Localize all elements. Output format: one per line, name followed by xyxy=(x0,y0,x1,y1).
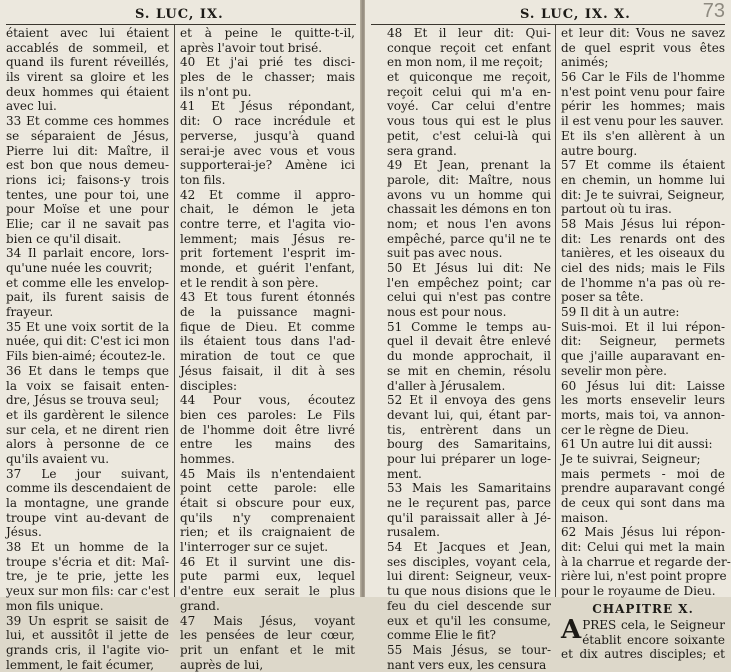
text-line: morts, mais toi, va annon- xyxy=(561,407,725,422)
right-column-2-verses xyxy=(561,26,731,599)
text-line: serai-je avec vous et vous xyxy=(180,143,355,158)
text-line: conque reçoit cet enfant xyxy=(387,40,551,55)
text-line: petit, c'est celui-là qui xyxy=(387,128,551,143)
text-line: ples de le chasser; mais xyxy=(180,70,355,85)
page-number-pencil-mark: 73 xyxy=(702,0,725,22)
text-line: l'interroger sur ce sujet. xyxy=(180,540,329,555)
text-line: feu du ciel descende sur xyxy=(387,598,551,613)
text-line: 52 Et il envoya des gens xyxy=(387,393,551,408)
text-line: ils étaient tous dans l'ad- xyxy=(180,334,355,349)
text-line: avec lui. xyxy=(6,99,57,114)
right-running-head: S. LUC, IX. X. xyxy=(520,7,631,22)
text-line: monde, et guérit l'enfant, xyxy=(180,261,355,275)
text-line: 50 Et Jésus lui dit: Ne xyxy=(387,261,551,275)
left-running-head: S. LUC, IX. xyxy=(135,7,224,22)
text-line: vous tous qui est le plus xyxy=(387,114,551,129)
text-line: rions ici; faisons-y trois xyxy=(6,172,169,187)
text-line: supporterai-je? Amène ici xyxy=(180,158,355,173)
text-line: lui, et aussitôt il jette de xyxy=(6,628,169,643)
text-line: entre les mains des xyxy=(180,437,355,452)
text-line: nous est pour nous. xyxy=(387,305,507,320)
text-line: 54 Et Jacques et Jean, xyxy=(387,540,551,555)
text-line: pute parmi eux, lequel xyxy=(180,569,355,584)
text-line: en chemin, un homme lui xyxy=(561,172,725,187)
text-line: 45 Mais ils n'entendaient xyxy=(180,466,355,481)
text-line: qu'ils n'y comprenaient xyxy=(180,510,355,525)
text-line: nom; et nous l'en avons xyxy=(387,216,551,231)
text-line: 34 Il parlait encore, lors- xyxy=(6,246,169,261)
text-line: étaient avec lui étaient xyxy=(6,26,169,40)
text-line: grands cris, il l'agite vio- xyxy=(6,642,169,657)
text-line: 40 Et j'ai prié tes disci- xyxy=(180,55,355,70)
text-line: dit: Les renards ont des xyxy=(561,231,725,246)
text-line: nuée, qui dit: C'est ici mon xyxy=(6,334,170,349)
text-line: ciel des nids; mais le Fils xyxy=(561,261,725,275)
text-line: 62 Mais Jésus lui répon- xyxy=(561,525,725,540)
text-line: 57 Et comme ils étaient xyxy=(561,158,725,173)
text-line: Jésus. xyxy=(6,525,42,540)
text-line: parole, dit: Maître, nous xyxy=(387,172,551,187)
text-line: Jésus faisait, il dit à ses xyxy=(180,363,355,378)
text-line: pour le royaume de Dieu. xyxy=(561,584,716,599)
text-line: comme ils descendaient de xyxy=(6,481,171,496)
left-column-1 xyxy=(6,26,169,672)
text-line: d'entre eux serait le plus xyxy=(180,584,355,599)
text-line: 49 Et Jean, prenant la xyxy=(387,158,551,173)
text-line: cer le règne de Dieu. xyxy=(561,422,689,437)
text-line: lemment; mais Jésus re- xyxy=(180,231,355,246)
text-line: rusalem. xyxy=(387,525,440,540)
text-line: mon fils unique. xyxy=(6,598,104,613)
text-line: les morts ensevelir leurs xyxy=(561,393,725,408)
text-line: il est venu pour les sauver. xyxy=(561,114,724,129)
text-line: pour lui préparer un loge- xyxy=(387,451,551,466)
text-line: et quiconque me reçoit, xyxy=(387,70,551,85)
text-line: deux hommes qui étaient xyxy=(6,84,169,99)
text-line: point cette parole: elle xyxy=(180,481,355,496)
text-line: dit: Je te suivrai, Seigneur, xyxy=(561,187,725,202)
text-line: suit pas avec nous. xyxy=(387,246,503,261)
text-line: dre, Jésus se trouva seul; xyxy=(6,393,160,408)
text-line: et le rendit à son père. xyxy=(180,275,319,290)
text-line: à la charrue et regarde der- xyxy=(561,554,731,569)
text-line: après l'avoir tout brisé. xyxy=(180,40,323,55)
text-line: et comme elle les envelop- xyxy=(6,275,169,290)
text-line: avons vu un homme qui xyxy=(387,187,551,202)
text-line: tentes, une pour toi, une xyxy=(6,187,169,202)
text-line: sur cela, et ne dirent rien xyxy=(6,422,169,437)
chapter-line: établit encore soixante xyxy=(582,632,725,647)
text-line: ses disciples, voyant cela, xyxy=(387,554,551,569)
text-line: Pierre lui dit: Maître, il xyxy=(6,143,169,158)
text-line: les pensées de leur cœur, xyxy=(180,628,355,643)
text-line: qu'une nuée les couvrit; xyxy=(6,261,153,275)
text-line: dit: O race incrédule et xyxy=(180,114,355,129)
text-line: 56 Car le Fils de l'homme xyxy=(561,70,725,85)
text-line: bien ces paroles: Le Fils xyxy=(180,407,355,422)
text-line: quand ils furent réveillés, xyxy=(6,55,169,70)
text-line: bourg des Samaritains, xyxy=(387,437,551,452)
text-line: frayeur. xyxy=(6,305,54,320)
text-line: qu'ils avaient vu. xyxy=(6,451,110,466)
text-line: 48 Et il leur dit: Qui- xyxy=(387,26,551,40)
text-line: est bon que nous demeu- xyxy=(6,158,169,173)
text-line: accablés de sommeil, et xyxy=(6,40,169,55)
text-line: 59 Il dit à un autre: xyxy=(561,305,680,320)
left-header-rule xyxy=(6,24,356,25)
text-line: 42 Et comme il appro- xyxy=(180,187,355,202)
text-line: Et ils s'en allèrent à un xyxy=(561,128,725,143)
left-column-2 xyxy=(180,26,355,672)
text-line: ment. xyxy=(387,466,422,481)
text-line: de l'homme n'a pas où re- xyxy=(561,275,725,290)
text-line: prit un enfant et le mit xyxy=(180,642,355,657)
text-line: que j'aille auparavant en- xyxy=(561,349,725,364)
text-line: bien ce qu'il disait. xyxy=(6,231,122,246)
text-line: 58 Mais Jésus lui répon- xyxy=(561,216,725,231)
text-line: la montagne, une grande xyxy=(6,496,169,510)
text-line: troupe s'écria et dit: Maî- xyxy=(6,554,169,569)
text-line: se séparaient de Jésus, xyxy=(6,128,169,143)
text-line: et leur dit: Vous ne savez xyxy=(561,26,725,40)
text-line: se mit en chemin, résolu xyxy=(387,363,551,378)
text-line: auprès de lui, xyxy=(180,657,264,672)
text-line: grand. xyxy=(180,598,220,613)
text-line: de ceux qui sont dans ma xyxy=(561,496,725,510)
text-line: partout où tu iras. xyxy=(561,202,672,217)
text-line: 55 Mais Jésus, se tour- xyxy=(387,642,551,657)
text-line: voyé. Car celui d'entre xyxy=(387,99,551,114)
text-line: 46 Et il survint une dis- xyxy=(180,554,355,569)
text-line: autre bourg. xyxy=(561,143,638,158)
text-line: nant vers eux, les censura xyxy=(387,657,547,672)
text-line: ils n'ont pu. xyxy=(180,84,252,99)
text-line: sera grand. xyxy=(387,143,457,158)
text-line: de quel esprit vous êtes xyxy=(561,40,725,55)
text-line: de l'homme doit être livré xyxy=(180,422,355,437)
chapter-opening xyxy=(561,614,725,662)
right-page xyxy=(365,0,731,672)
text-line: tre, je te prie, jette les xyxy=(6,569,169,584)
text-line: la voix se faisait enten- xyxy=(6,378,169,393)
text-line: Elie; car il ne savait pas xyxy=(6,216,169,231)
text-line: en mon nom, il me reçoit; xyxy=(387,55,544,70)
text-line: troupe vint au-devant de xyxy=(6,510,169,525)
text-line: sevelir mon père. xyxy=(561,363,667,378)
text-line: l'en empêchez point; car xyxy=(387,275,551,290)
text-line: comme Elie le fit? xyxy=(387,628,496,643)
text-line: du monde approchait, il xyxy=(387,349,551,364)
text-line: prit fortement l'esprit im- xyxy=(180,246,355,261)
text-line: chait, le démon le jeta xyxy=(180,202,355,217)
text-line: Je te suivrai, Seigneur; xyxy=(561,451,701,466)
text-line: celui qui n'est pas contre xyxy=(387,290,551,305)
chapter-line: PRES cela, le Seigneur xyxy=(582,617,725,632)
text-line: devant lui, qui, étant par- xyxy=(387,407,551,422)
text-line: hommes. xyxy=(180,451,235,466)
text-line: eux et qu'il les consume, xyxy=(387,613,551,628)
text-line: tu que nous disions que le xyxy=(387,584,551,599)
text-line: lemment, le fait écumer, xyxy=(6,657,155,672)
text-line: alors à personne de ce xyxy=(6,437,169,452)
text-line: 44 Pour vous, écoutez xyxy=(180,393,355,408)
drop-cap: A xyxy=(561,614,582,645)
chapter-line: et dix autres disciples; et xyxy=(561,647,725,662)
right-column-1 xyxy=(387,26,551,672)
text-line: rière lui, n'est point propre xyxy=(561,569,727,584)
right-column-2 xyxy=(561,26,731,662)
text-line: 36 Et dans le temps que xyxy=(6,363,169,378)
text-line: dit: Celui qui met la main xyxy=(561,540,725,555)
text-line: quel il devait être enlevé xyxy=(387,334,551,349)
text-line: de la puissance magni- xyxy=(180,305,355,320)
text-line: 37 Le jour suivant, xyxy=(6,466,169,481)
right-header-rule xyxy=(371,24,725,25)
text-line: Suis-moi. Et il lui répon- xyxy=(561,319,725,334)
text-line: reçoit celui qui m'a en- xyxy=(387,84,551,99)
text-line: ne le reçurent pas, parce xyxy=(387,496,551,510)
right-column-divider xyxy=(555,25,556,597)
text-line: animés; xyxy=(561,55,609,70)
text-line: 47 Mais Jésus, voyant xyxy=(180,613,355,628)
text-line: était si obscure pour eux, xyxy=(180,496,355,510)
text-line: 51 Comme le temps au- xyxy=(387,319,551,334)
text-line: et à peine le quitte-t-il, xyxy=(180,26,355,40)
text-line: 60 Jésus lui dit: Laisse xyxy=(561,378,725,393)
text-line: 41 Et Jésus répondant, xyxy=(180,99,355,114)
left-page xyxy=(0,0,362,672)
text-line: tanières, et les oiseaux du xyxy=(561,246,725,261)
text-line: ils virent sa gloire et les xyxy=(6,70,169,85)
text-line: chassait les démons en ton xyxy=(387,202,551,217)
text-line: 39 Un esprit se saisit de xyxy=(6,613,169,628)
text-line: maison. xyxy=(561,510,609,525)
text-line: 38 Et un homme de la xyxy=(6,540,169,555)
text-line: pour Moïse et une pour xyxy=(6,202,169,217)
text-line: 61 Un autre lui dit aussi: xyxy=(561,437,713,452)
text-line: yeux sur mon fils: car c'est xyxy=(6,584,170,599)
text-line: 53 Mais les Samaritains xyxy=(387,481,551,496)
left-column-divider xyxy=(174,25,175,597)
text-line: miration de tout ce que xyxy=(180,349,355,364)
text-line: 43 Et tous furent étonnés xyxy=(180,290,355,305)
text-line: d'aller à Jérusalem. xyxy=(387,378,506,393)
text-line: n'est point venu pour faire xyxy=(561,84,725,99)
text-line: 33 Et comme ces hommes xyxy=(6,114,169,129)
chapter-heading: CHAPITRE X. xyxy=(592,601,694,616)
text-line: fique de Dieu. Et comme xyxy=(180,319,355,334)
text-line: et ils gardèrent le silence xyxy=(6,407,169,422)
text-line: mais permets - moi de xyxy=(561,466,725,481)
text-line: contre terre, et l'agita vio- xyxy=(180,216,355,231)
text-line: dit: Seigneur, permets xyxy=(561,334,725,349)
text-line: prendre auparavant congé xyxy=(561,481,725,496)
text-line: rien; et ils craignaient de xyxy=(180,525,355,540)
text-line: tis, entrèrent dans un xyxy=(387,422,551,437)
text-line: perverse, jusqu'à quand xyxy=(180,128,355,143)
text-line: 35 Et une voix sortit de la xyxy=(6,319,169,334)
text-line: Fils bien-aimé; écoutez-le. xyxy=(6,349,166,364)
text-line: empêché, parce qu'il ne te xyxy=(387,231,551,246)
text-line: disciples: xyxy=(180,378,238,393)
text-line: pait, ils furent saisis de xyxy=(6,290,169,305)
text-line: lui dirent: Seigneur, veux- xyxy=(387,569,551,584)
text-line: poser sa tête. xyxy=(561,290,644,305)
text-line: périr les hommes; mais xyxy=(561,99,725,114)
text-line: ton fils. xyxy=(180,172,226,187)
text-line: qu'il paraissait aller à Jé- xyxy=(387,510,551,525)
